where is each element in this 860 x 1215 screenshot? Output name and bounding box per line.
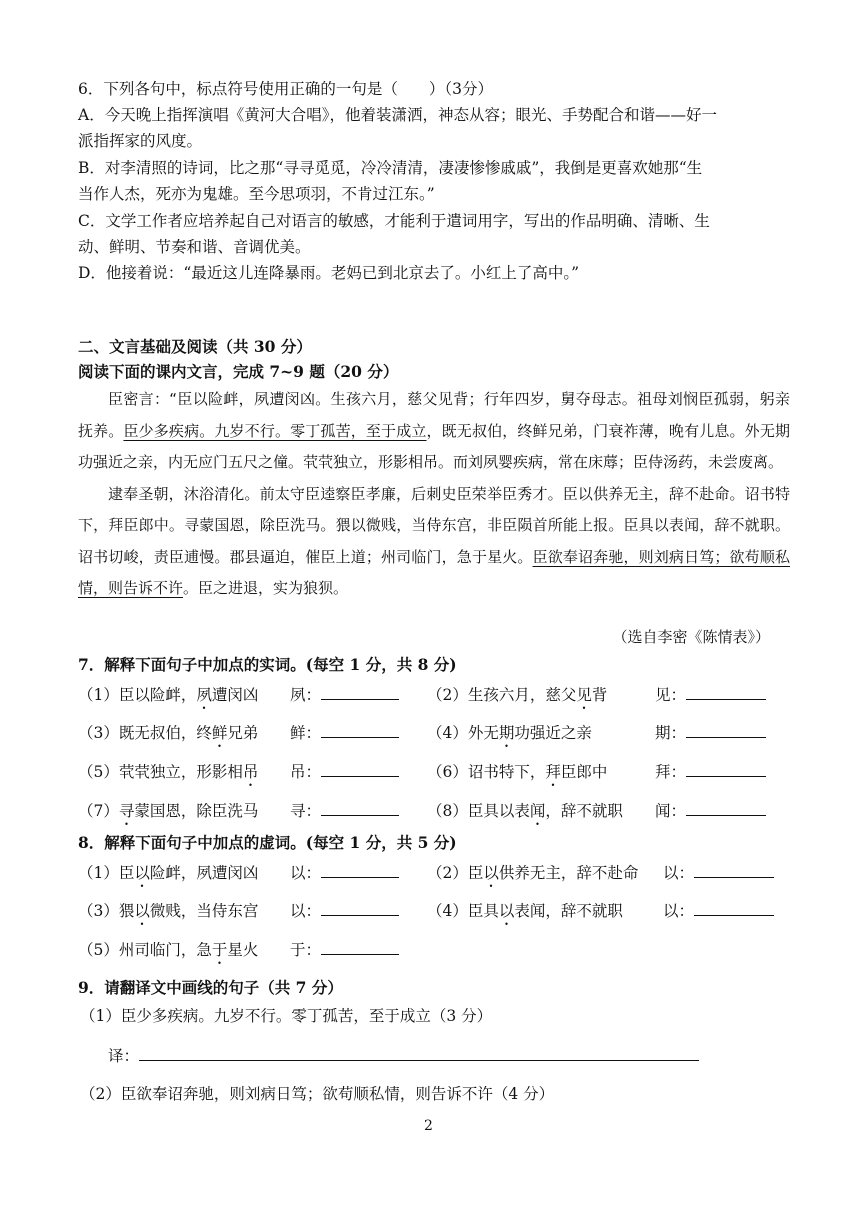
q6-option-d-line1: D．他接着说：“最近这儿连降暴雨。老妈已到北京去了。小红上了高中。” — [78, 264, 580, 282]
item-number: （6） — [427, 763, 468, 781]
item-text: 遭闵凶 — [211, 686, 259, 704]
answer-blank[interactable] — [694, 861, 774, 878]
translation-answer-blank[interactable] — [139, 1044, 699, 1061]
answer-label: 以： — [290, 902, 322, 920]
item-text: 诏书特下， — [467, 763, 546, 781]
q7-list-answer — [655, 683, 766, 705]
answer-blank[interactable] — [321, 861, 399, 878]
q8-list-answer — [290, 861, 399, 883]
dotted-word: 鲜 — [211, 724, 228, 742]
q6-option-b-line2: 当作人杰，死亦为鬼雄。至今思项羽，不肯过江东。” — [78, 185, 435, 203]
answer-label: 以： — [663, 902, 695, 920]
q8-list-item — [78, 899, 258, 929]
answer-label: 寻： — [290, 802, 322, 820]
item-number: （1） — [78, 864, 119, 882]
item-text: 蒙国恩，除臣洗马 — [134, 802, 259, 820]
item-number: （2） — [427, 686, 468, 704]
item-text: 臣 — [118, 864, 135, 882]
underlined-sentence-1: 臣少多疾病。九岁不行。零丁孤苦，至于成立 — [123, 421, 427, 440]
dotted-word: 于 — [211, 941, 228, 959]
q7-list-item — [78, 799, 258, 829]
q8-title: 8．解释下面句子中加点的虚词。(每空 1 分，共 5 分) — [78, 833, 457, 852]
q8-list-item — [427, 861, 638, 891]
passage-text: 。臣之进退，实为狼狈。 — [183, 579, 349, 597]
item-text: 外无 — [467, 724, 499, 742]
q7-list-answer — [655, 760, 766, 782]
item-number: （1） — [78, 686, 119, 704]
dotted-word: 闻 — [529, 802, 546, 820]
underlined-sentence-2: 臣欲奉诏奔驰，则刘病日笃；欲苟顺私情，则告诉不许 — [78, 547, 790, 597]
q9-answer-row — [108, 1044, 699, 1067]
dotted-word: 吊 — [242, 763, 259, 781]
item-number: （3） — [78, 902, 119, 920]
classical-passage — [78, 384, 790, 605]
answer-blank[interactable] — [321, 899, 399, 916]
dotted-word: 期 — [498, 724, 515, 742]
item-text: 兄弟 — [227, 724, 259, 742]
item-text: 生孩六月，慈父 — [467, 686, 577, 704]
item-text: 背 — [591, 686, 608, 704]
translation-label: 译： — [108, 1047, 140, 1065]
answer-label: 夙： — [290, 686, 322, 704]
answer-blank[interactable] — [321, 938, 399, 955]
q7-list-answer — [655, 799, 766, 821]
q7-list-answer — [290, 799, 399, 821]
q7-list-answer — [290, 760, 399, 782]
passage-paragraph-1 — [78, 384, 790, 479]
answer-blank[interactable] — [321, 760, 399, 777]
dotted-word: 寻 — [118, 802, 135, 820]
answer-label: 拜： — [655, 763, 687, 781]
item-text: 猥 — [118, 902, 135, 920]
item-number: （8） — [427, 802, 468, 820]
q7-list-answer — [655, 721, 766, 743]
answer-blank[interactable] — [321, 799, 399, 816]
q8-list-answer — [290, 899, 399, 921]
answer-label: 闻： — [655, 802, 687, 820]
answer-label: 鲜： — [290, 724, 322, 742]
q7-list-item — [78, 760, 258, 790]
q7-list-item — [78, 683, 258, 713]
dotted-word: 以 — [134, 902, 150, 920]
q7-list-item — [427, 799, 623, 829]
page-number: 2 — [424, 1118, 433, 1134]
q6-option-a-line2: 派指挥家的风度。 — [78, 132, 203, 150]
q8-list-answer — [290, 938, 399, 960]
answer-blank[interactable] — [686, 760, 766, 777]
section-2-intro: 阅读下面的课内文言，完成 7~9 题（20 分） — [78, 362, 399, 381]
item-number: （4） — [427, 902, 468, 920]
q7-list-item — [78, 721, 258, 751]
item-text: 臣 — [467, 864, 484, 882]
item-text: 州司临门，急 — [118, 941, 212, 959]
item-text: 微贱，当侍东宫 — [149, 902, 259, 920]
section-2-title: 二、文言基础及阅读（共 30 分） — [78, 337, 312, 356]
answer-label: 以： — [663, 864, 695, 882]
answer-blank[interactable] — [321, 721, 399, 738]
item-number: （4） — [427, 724, 468, 742]
q6-option-c-line1: C．文学工作者应培养起自己对语言的敏感，才能利于遣词用字，写出的作品明确、清晰、生 — [78, 212, 710, 230]
q9-item-1: （1）臣少多疾病。九岁不行。零丁孤苦，至于成立（3 分） — [80, 1007, 493, 1025]
passage-text: 臣密言：“臣以险衅，夙遭闵凶。生孩六月，慈父见背；行年四岁，舅夺母志。祖母刘悯臣孤弱，躬亲抚养。 — [78, 390, 790, 440]
item-text: 功强近之亲 — [514, 724, 592, 742]
item-text: 茕茕独立，形影相 — [118, 763, 243, 781]
passage-paragraph-2 — [78, 479, 790, 605]
dotted-word: 以 — [483, 864, 499, 882]
q6-option-a-line1: A．今天晚上指挥演唱《黄河大合唱》，他着装潇洒，神态从容；眼光、手势配合和谐——好一 — [78, 106, 717, 124]
item-number: （3） — [78, 724, 119, 742]
item-text: 星火 — [227, 941, 259, 959]
q9-title: 9．请翻译文中画线的句子（共 7 分） — [78, 978, 343, 997]
passage-source: （选自李密《陈情表》） — [612, 628, 770, 646]
answer-label: 期： — [655, 724, 687, 742]
dotted-word: 拜 — [545, 763, 561, 781]
answer-label: 以： — [290, 864, 322, 882]
item-text: 臣郎中 — [560, 763, 608, 781]
answer-blank[interactable] — [694, 899, 774, 916]
item-number: （2） — [427, 864, 468, 882]
item-text: 既无叔伯，终 — [118, 724, 212, 742]
item-number: （5） — [78, 941, 119, 959]
dotted-word: 夙 — [196, 686, 212, 704]
q8-list-answer — [663, 861, 774, 883]
item-text: 臣具以表 — [467, 802, 530, 820]
q8-list-item — [78, 861, 258, 891]
item-text: 险衅，夙遭闵凶 — [149, 864, 259, 882]
q7-list-answer — [290, 721, 399, 743]
q7-list-item — [427, 683, 607, 713]
item-number: （5） — [78, 763, 119, 781]
item-text: ，辞不就职 — [545, 802, 623, 820]
answer-blank[interactable] — [686, 721, 766, 738]
item-text: 供养无主，辞不赴命 — [498, 864, 639, 882]
passage-text: ，既无叔伯，终鲜兄弟，门衰祚薄，晚有儿息。外无期功强近之亲，内无应门五尺之僮。茕茕独立，形影相吊。而刘夙婴疾病，常在床蓐；臣侍汤药，未尝废离。 — [78, 421, 790, 471]
q6-stem: 6．下列各句中，标点符号使用正确的一句是（ ）（3分） — [78, 80, 493, 98]
dotted-word: 见 — [576, 686, 592, 704]
answer-label: 于： — [290, 941, 322, 959]
item-text: 臣以险衅， — [118, 686, 197, 704]
answer-label: 吊： — [290, 763, 322, 781]
q7-list-item — [427, 760, 607, 790]
q8-list-item — [78, 938, 258, 968]
q6-option-b-line1: B．对李清照的诗词，比之那“寻寻觅觅，冷冷清清，凄凄惨惨戚戚”，我倒是更喜欢她那“生 — [78, 159, 703, 177]
answer-label: 见： — [655, 686, 687, 704]
answer-blank[interactable] — [321, 683, 399, 700]
item-text: 臣具 — [467, 902, 499, 920]
dotted-word: 以 — [134, 864, 150, 882]
answer-blank[interactable] — [686, 683, 766, 700]
q8-list-item — [427, 899, 623, 929]
answer-blank[interactable] — [686, 799, 766, 816]
q7-title: 7．解释下面句子中加点的实词。(每空 1 分，共 8 分) — [78, 655, 457, 674]
q6-option-c-line2: 动、鲜明、节奏和谐、音调优美。 — [78, 238, 311, 256]
q7-list-answer — [290, 683, 399, 705]
item-number: （7） — [78, 802, 119, 820]
q7-list-item — [427, 721, 592, 751]
passage-text: 逮奉圣朝，沐浴清化。前太守臣逵察臣孝廉，后刺史臣荣举臣秀才。臣以供养无主，辞不赴命。诏书特下，拜臣郎中。寻蒙国恩，除臣洗马。猥以微贱，当侍东宫，非臣陨首所能上报。臣具以表闻，辞不就职。诏书切峻，责臣逋慢。郡县逼迫，催臣上道；州司临门，急于星火。 — [78, 484, 790, 566]
dotted-word: 以 — [498, 902, 515, 920]
q9-item-2: （2）臣欲奉诏奔驰，则刘病日笃；欲苟顺私情，则告诉不许（4 分） — [80, 1085, 555, 1103]
item-text: 表闻，辞不就职 — [514, 902, 623, 920]
q8-list-answer — [663, 899, 774, 921]
